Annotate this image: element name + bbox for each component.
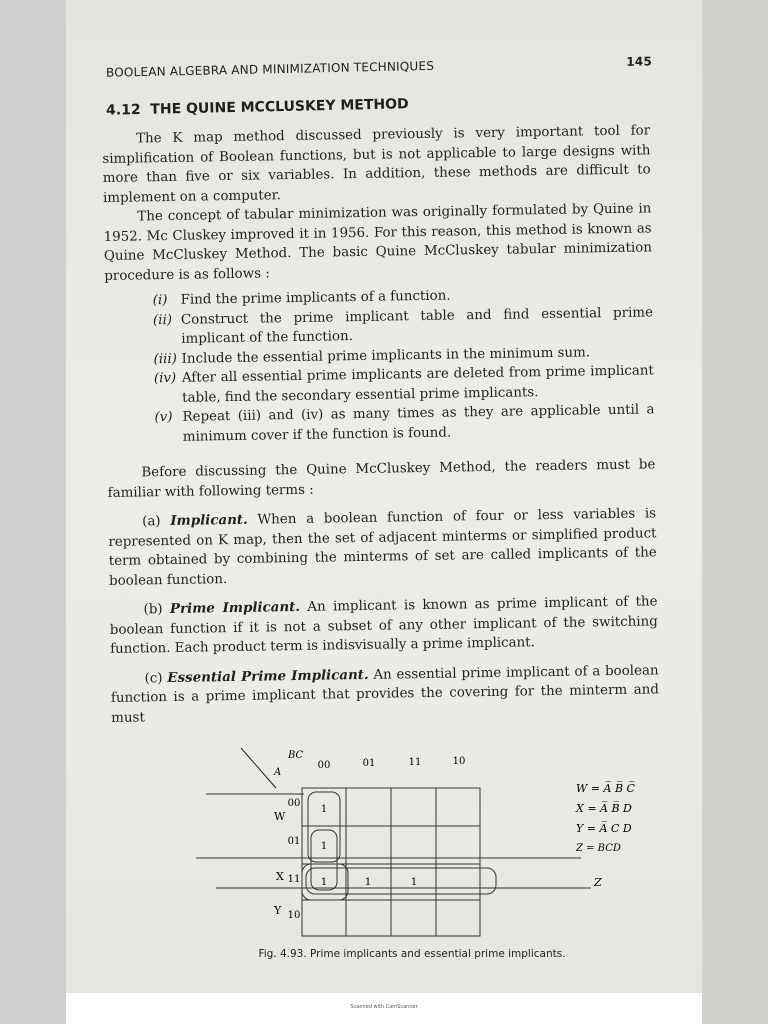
row-label: 10 — [287, 910, 301, 921]
body-text — [102, 121, 659, 728]
kmap-svg — [196, 740, 666, 950]
row-label: 00 — [287, 798, 301, 809]
col-label: 01 — [362, 758, 376, 769]
group-label-x: X — [276, 870, 284, 883]
term-name: Essential Prime Implicant. — [167, 666, 369, 686]
kmap-cell: 1 — [320, 804, 328, 815]
paragraph-history: The concept of tabular minimization was originally formulated by Quine in 1952. Mc Cluskey improved it in 1956. For this reason, this method is known as Quine McCluskey Method. The basic Quine McCluskey tabular minimization procedure is as follows : — [103, 201, 653, 284]
paragraph-kmap-limits: The K map method discussed previously is very important tool for simplification of Boolean functions, but is not applicable to large designs with more than five or six variables. In addition, these methods are difficult to implement on a computer. — [102, 123, 651, 206]
step-number: (v) — [154, 409, 173, 426]
section-heading — [106, 91, 646, 118]
equation-y: Y = A̅ C D — [576, 822, 632, 835]
kmap-cell: 1 — [320, 841, 328, 852]
step-text: Find the prime implicants of a function. — [180, 288, 451, 308]
kmap-cell: 1 — [410, 877, 418, 888]
term-text: When a boolean function of four or less variables is represented on K map, then the set of adjacent minterms or simplified product term obtained by combining the minterms of set are called implicants of the boolean function. — [108, 506, 657, 589]
group-loop-z — [306, 868, 496, 894]
scan-background-left — [0, 0, 66, 1024]
step-number: (ii) — [152, 312, 173, 328]
row-var-label: A — [274, 767, 282, 778]
term-prime-implicant — [109, 592, 658, 659]
row-label: 11 — [287, 874, 301, 885]
equation-w: W = A̅ B̅ C̅ — [576, 782, 635, 795]
row-label: 01 — [287, 836, 301, 847]
term-name: Prime Implicant. — [169, 598, 301, 617]
col-label: 11 — [408, 757, 422, 768]
book-page — [66, 0, 702, 993]
kmap-cell: 1 — [320, 877, 328, 888]
col-label: 00 — [317, 760, 331, 771]
kmap-cell: 1 — [364, 877, 372, 888]
scan-background-right — [702, 0, 768, 1024]
step-text: Repeat (iii) and (iv) as many times as they are applicable until a minimum cover if the function is found. — [182, 402, 655, 445]
kmap-figure — [196, 740, 666, 975]
step-number: (iii) — [153, 351, 178, 367]
equation-z: Z = BCD — [576, 843, 621, 854]
step-number: (i) — [152, 292, 168, 309]
term-text: An essential prime implicant of a boolean function is a prime implicant that provides the covering for the minterm and must — [110, 662, 659, 726]
corner-diagonal — [241, 748, 276, 788]
figure-caption: Fig. 4.93. Prime implicants and essential prime implicants. — [258, 948, 566, 960]
term-label: (c) — [144, 670, 163, 686]
equation-x: X = A̅ B̅ D — [576, 802, 632, 815]
term-text: An implicant is known as prime implicant of the boolean function if it is not a subset of any other implicant of the switching function. Each product term is indisvisually a prime implicant. — [109, 594, 658, 657]
group-label-w: W — [274, 810, 286, 823]
step-text: Construct the prime implicant table and find essential prime implicant of the function. — [180, 304, 654, 347]
term-label: (b) — [143, 602, 163, 618]
paragraph-terms-intro: Before discussing the Quine McCluskey Method, the readers must be familiar with following terms : — [107, 457, 656, 501]
step-text: After all essential prime implicants are deleted from prime implicant table, find the secondary essential prime implicants. — [181, 363, 654, 406]
col-label: 10 — [452, 756, 466, 767]
group-label-y: Y — [274, 904, 282, 917]
step-item — [154, 400, 655, 447]
term-implicant — [108, 504, 657, 591]
scanner-watermark: Scanned with CamScanner — [350, 1004, 418, 1010]
section-title: THE QUINE MCCLUSKEY METHOD — [150, 96, 409, 118]
col-var-label: BC — [288, 750, 304, 761]
group-label-z: Z — [594, 876, 602, 889]
page-number: 145 — [626, 54, 653, 69]
step-text: Include the essential prime implicants in the minimum sum. — [181, 344, 591, 367]
procedure-steps — [105, 283, 655, 448]
section-number: 4.12 — [105, 101, 141, 119]
running-head-title: BOOLEAN ALGEBRA AND MINIMIZATION TECHNIQUES — [105, 58, 435, 80]
term-name: Implicant. — [170, 511, 248, 529]
term-essential-prime-implicant — [110, 661, 659, 728]
running-head — [106, 54, 652, 79]
step-number: (iv) — [153, 370, 177, 387]
term-label: (a) — [142, 514, 161, 530]
